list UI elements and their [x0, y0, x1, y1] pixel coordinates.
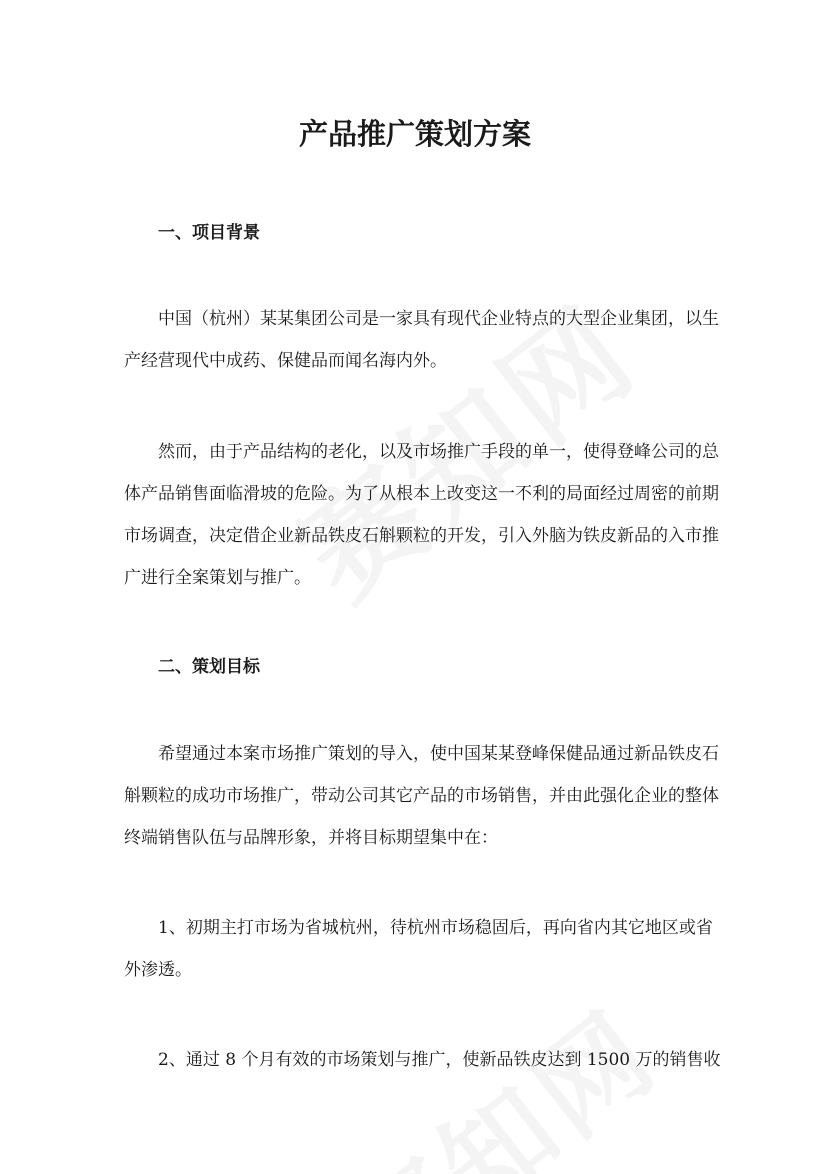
paragraph-line: 产经营现代中成药、保健品而闻名海内外。 [124, 351, 447, 371]
paragraph-line: 终端销售队伍与品牌形象，并将目标期望集中在： [124, 828, 498, 848]
paragraph-line: 希望通过本案市场推广策划的导入，使中国某某登峰保健品通过新品铁皮石 [158, 744, 719, 764]
paragraph-objectives-intro [124, 733, 719, 859]
paragraph-line: 然而，由于产品结构的老化，以及市场推广手段的单一，使得登峰公司的总 [158, 442, 719, 462]
paragraph-line: 斛颗粒的成功市场推广，带动公司其它产品的市场销售，并由此强化企业的整体 [124, 786, 719, 806]
paragraph-line: 广进行全案策划与推广。 [124, 568, 311, 588]
paragraph-line: 2、通过 8 个月有效的市场策划与推广，使新品铁皮达到 1500 万的销售收 [158, 1050, 721, 1070]
document-title: 产品推广策划方案 [298, 117, 531, 151]
section-heading-background: 一、项目背景 [158, 223, 260, 243]
paragraph-company-intro [124, 298, 719, 382]
paragraph-line: 外渗透。 [124, 960, 192, 980]
paragraph-objective-1 [124, 907, 714, 991]
section-heading-objectives: 二、策划目标 [158, 657, 260, 677]
paragraph-line: 体产品销售面临滑坡的危险。为了从根本上改变这一不利的局面经过周密的前期 [124, 484, 719, 504]
paragraph-line: 1、初期主打市场为省城杭州，待杭州市场稳固后，再向省内其它地区或省 [158, 918, 713, 938]
paragraph-objective-2 [158, 1039, 721, 1081]
paragraph-line: 市场调查，决定借企业新品铁皮石斛颗粒的开发，引入外脑为铁皮新品的入市推 [124, 526, 719, 546]
paragraph-market-problem [124, 431, 719, 599]
paragraph-line: 中国（杭州）某某集团公司是一家具有现代企业特点的大型企业集团，以生 [158, 309, 719, 329]
